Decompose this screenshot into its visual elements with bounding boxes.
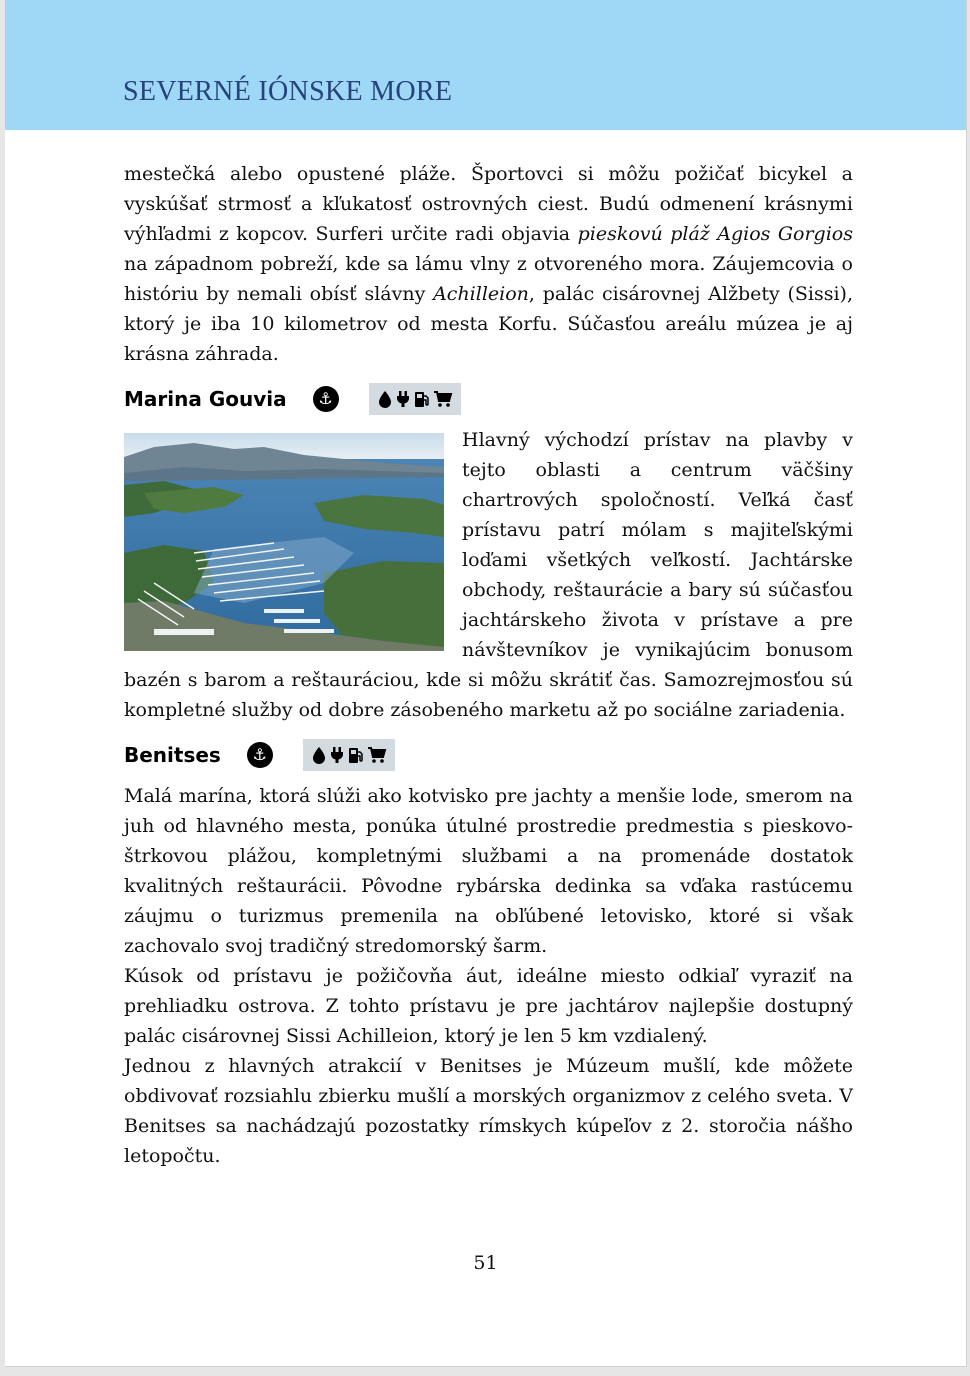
benitses-paragraph-1: Malá marína, ktorá slúži ako kotvisko pre jachty a menšie lode, smerom na juh od hlavného mesta, ponúka útulné prostredie predmestia s pieskovo-štrkovou plážou, kompletnými službami a na promenáde dostatok kvalitných reštaurácii. Pôvodne rybárska dedinka sa vďaka rastúcemu záujmu o turizmus premenila na obľúbené letovisko, ktoré si však zachovalo svoj tradičný stredomorský šarm. bbox=[124, 785, 853, 957]
fuel-pump-icon bbox=[413, 390, 431, 408]
services-box bbox=[303, 739, 395, 771]
chapter-title: SEVERNÉ IÓNSKE MORE bbox=[123, 76, 453, 107]
shopping-cart-icon bbox=[367, 746, 387, 764]
anchor-icon: ⚓ bbox=[247, 742, 273, 768]
electric-plug-icon bbox=[329, 746, 345, 764]
section-title: Benitses bbox=[124, 743, 221, 767]
marina-gouvia-photo bbox=[124, 433, 444, 651]
water-drop-icon bbox=[311, 746, 327, 764]
intro-text-1: mestečká alebo opustené pláže. Športovci si môžu požičať bicykel a vyskúšať strmosť a kľukatosť ostrovných ciest. Budú odmenení krásnymi výhľadmi z kopcov. Surferi určite radi objavia bbox=[124, 163, 853, 245]
shopping-cart-icon bbox=[433, 390, 453, 408]
anchor-icon: ⚓ bbox=[313, 386, 339, 412]
section-title: Marina Gouvia bbox=[124, 387, 287, 411]
marina-gouvia-heading bbox=[124, 379, 853, 419]
marina-gouvia-text: Hlavný východzí prístav na plavby v tejto oblasti a centrum väčšiny chartrových spoločností. Veľká časť prístavu patrí mólam s majiteľskými loďami všetkých veľkostí. Jachtárske obchody, reštaurácie a bary sú súčasťou jachtárskeho života v prístave a pre návštevníkov je vynikajúcim bonusom bazén s barom a reštauráciou, kde si môžu skrátiť čas. Samozrejmosťou sú kompletné služby od dobre zásobeného marketu až po sociálne zariadenia. bbox=[124, 429, 853, 721]
intro-text-3: , palác cisárovnej Alžbety (Sissi), ktorý je iba 10 kilometrov od mesta Korfu. Súčasťou areálu múzea je aj krásna záhrada. bbox=[124, 283, 854, 365]
benitses-paragraph-2: Kúsok od prístavu je požičovňa áut, ideálne miesto odkiaľ vyraziť na prehliadku ostrova. Z tohto prístavu je pre jachtárov najlepšie dostupný palác cisárovnej Sissi Achilleion, ktorý je len 5 km vzdialený. bbox=[124, 965, 853, 1047]
page-content bbox=[124, 159, 853, 1171]
benitses-paragraph-3: Jednou z hlavných atrakcií v Benitses je Múzeum mušlí, kde môžete obdivovať rozsiahlu zbierku mušlí a morských organizmov z celého sveta. V Benitses sa nachádzajú pozostatky rímskych kúpeľov z 2. storočia nášho letopočtu. bbox=[124, 1055, 853, 1167]
intro-text-2: na západnom pobreží, kde sa lámu vlny z otvoreného mora. Záujemcovia o históriu by nemali obísť slávny bbox=[124, 253, 853, 305]
water-drop-icon bbox=[377, 390, 393, 408]
page-number: 51 bbox=[473, 1252, 498, 1274]
electric-plug-icon bbox=[395, 390, 411, 408]
services-box bbox=[369, 383, 461, 415]
fuel-pump-icon bbox=[347, 746, 365, 764]
intro-emphasis-achilleion: Achilleion bbox=[433, 283, 529, 305]
page bbox=[5, 0, 967, 1367]
intro-paragraph bbox=[124, 159, 853, 369]
header-band bbox=[5, 0, 966, 130]
marina-gouvia-paragraph bbox=[124, 425, 853, 725]
intro-emphasis-beach: pieskovú pláž Agios Gorgios bbox=[577, 223, 853, 245]
marina-photo-illustration bbox=[124, 433, 444, 651]
benitses-heading bbox=[124, 735, 853, 775]
